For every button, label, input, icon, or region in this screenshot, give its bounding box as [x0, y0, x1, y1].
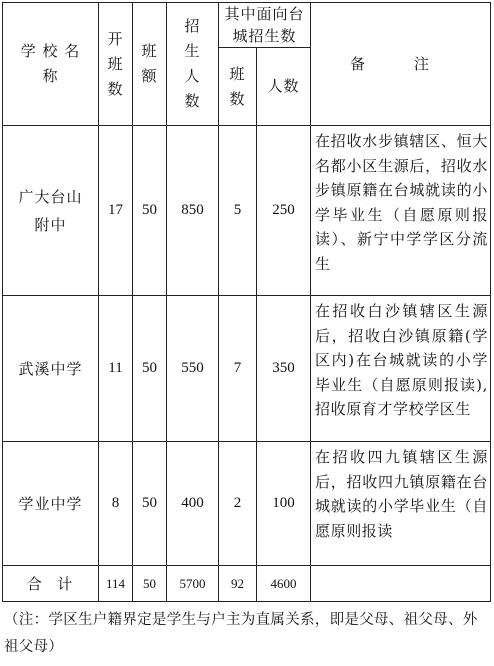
header-city-classes: 班数: [219, 48, 257, 126]
header-row-top: [3, 3, 491, 48]
total-label: 合 计: [3, 566, 99, 602]
enrollment-cell: 400: [167, 442, 219, 566]
total-remark-empty: [311, 566, 491, 602]
remark-cell: 在招收四九镇辖区生源后，招收四九镇原籍在台城就读的小学毕业生（自愿原则报读: [311, 442, 491, 566]
school-name: 学业中学: [3, 442, 99, 566]
remark-cell: 在招收白沙镇辖区生源后，招收白沙镇原籍(学区内)在台城就读的小学毕业生（自愿原则报读),招收原育才学校学区生: [311, 296, 491, 442]
total-row: [3, 566, 491, 602]
header-city-group: 其中面向台城招生数: [219, 3, 311, 48]
classes-cell: 8: [99, 442, 133, 566]
class-size-cell: 50: [133, 126, 167, 296]
total-city-students: 4600: [257, 566, 311, 602]
city-classes-cell: 5: [219, 126, 257, 296]
header-class-size: 班额: [133, 3, 167, 126]
total-class-size: 50: [133, 566, 167, 602]
school-name: 广大台山附中: [3, 126, 99, 296]
city-classes-cell: 7: [219, 296, 257, 442]
remark-cell: 在招收水步镇辖区、恒大名都小区生源后，招收水步镇原籍在台城就读的小学毕业生（自愿原则报读）、新宁中学学区分流生: [311, 126, 491, 296]
class-size-cell: 50: [133, 296, 167, 442]
header-school: 学 校 名 称: [3, 3, 99, 126]
city-students-cell: 100: [257, 442, 311, 566]
header-classes: 开班数: [99, 3, 133, 126]
classes-cell: 17: [99, 126, 133, 296]
enrollment-cell: 850: [167, 126, 219, 296]
table-row: [3, 442, 491, 566]
header-city-students: 人数: [257, 48, 311, 126]
enrollment-table: [2, 2, 491, 602]
header-remarks: 备 注: [311, 3, 491, 126]
classes-cell: 11: [99, 296, 133, 442]
total-enrollment: 5700: [167, 566, 219, 602]
enrollment-cell: 550: [167, 296, 219, 442]
total-city-classes: 92: [219, 566, 257, 602]
table-row: [3, 296, 491, 442]
city-students-cell: 350: [257, 296, 311, 442]
total-classes: 114: [99, 566, 133, 602]
city-classes-cell: 2: [219, 442, 257, 566]
school-name: 武溪中学: [3, 296, 99, 442]
footnote: （注：学区生户籍界定是学生与户主为直属关系，即是父母、祖父母、外祖父母）: [4, 612, 478, 655]
class-size-cell: 50: [133, 442, 167, 566]
header-enrollment: 招生人数: [167, 3, 219, 126]
table-row: [3, 126, 491, 296]
city-students-cell: 250: [257, 126, 311, 296]
